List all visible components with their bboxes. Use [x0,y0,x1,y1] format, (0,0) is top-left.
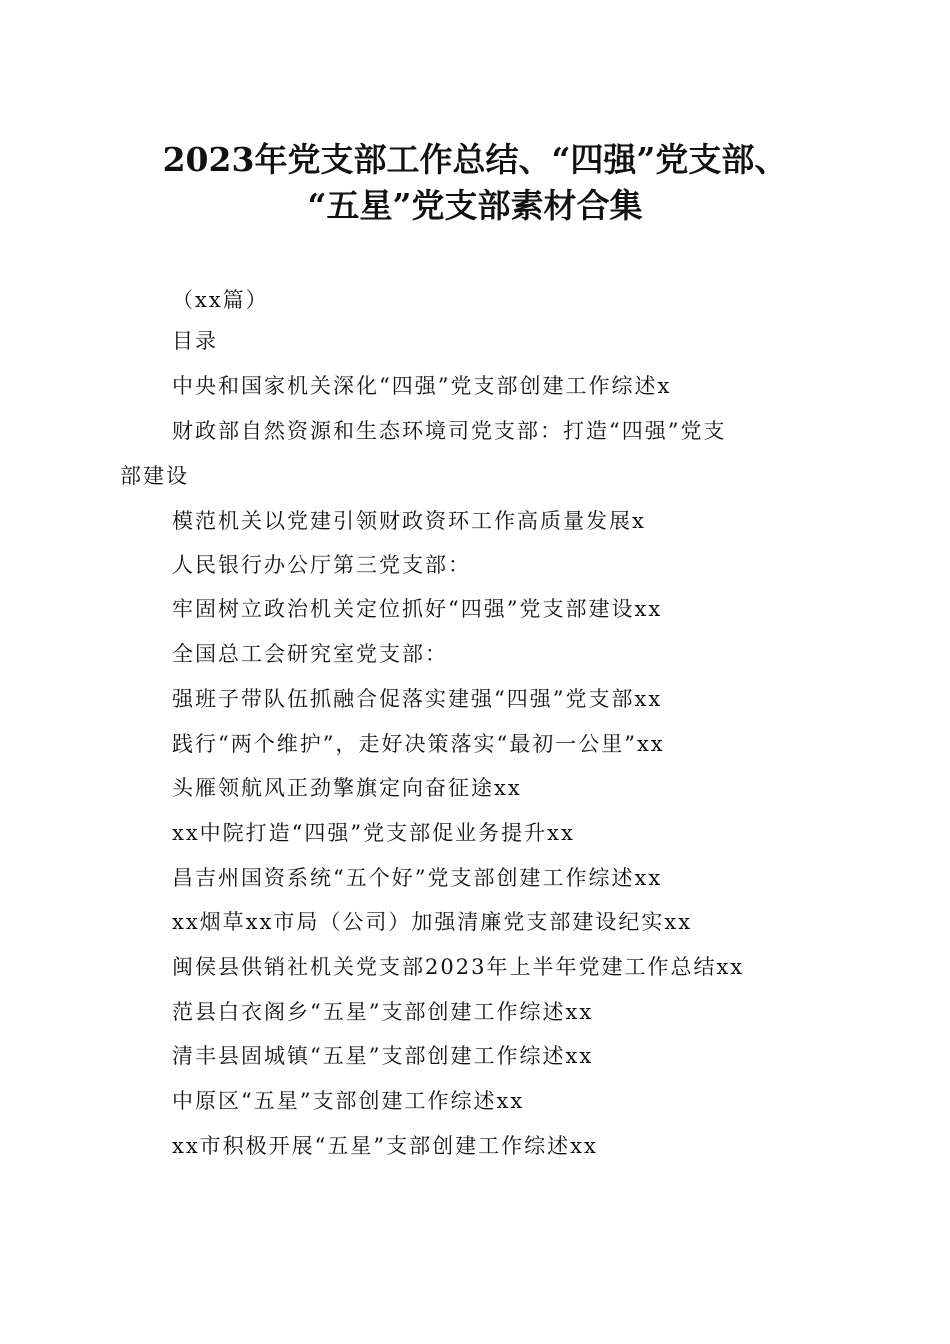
toc-item: 践行“两个维护”，走好决策落实“最初一公里”xx [172,732,665,756]
count-note: （xx篇） [172,288,269,312]
toc-item: 财政部自然资源和生态环境司党支部：打造“四强”党支 [172,419,727,443]
toc-item: 模范机关以党建引领财政资环工作高质量发展x [172,509,646,533]
toc-item: 范县白衣阁乡“五星”支部创建工作综述xx [172,1000,594,1024]
toc-item: xx中院打造“四强”党支部促业务提升xx [172,821,575,845]
toc-item: 中原区“五星”支部创建工作综述xx [172,1089,525,1113]
toc-heading: 目录 [172,329,218,353]
toc-item: 闽侯县供销社机关党支部2023年上半年党建工作总结xx [172,955,745,979]
toc-item: 头雁领航风正劲擎旗定向奋征途xx [172,776,522,800]
document-title-line-2: “五星”党支部素材合集 [307,186,643,225]
toc-item: xx烟草xx市局（公司）加强清廉党支部建设纪实xx [172,910,693,934]
toc-item: 牢固树立政治机关定位抓好“四强”党支部建设xx [172,597,663,621]
toc-item: 清丰县固城镇“五星”支部创建工作综述xx [172,1044,594,1068]
toc-item: 昌吉州国资系统“五个好”党支部创建工作综述xx [172,866,663,890]
toc-item: 全国总工会研究室党支部： [172,642,448,666]
toc-item: 中央和国家机关深化“四强”党支部创建工作综述x [172,374,672,398]
toc-item: 人民银行办公厅第三党支部： [172,553,471,577]
toc-item: xx市积极开展“五星”支部创建工作综述xx [172,1134,598,1158]
toc-item: 强班子带队伍抓融合促落实建强“四强”党支部xx [172,687,663,711]
document-title-line-1: 2023年党支部工作总结、“四强”党支部、 [162,140,788,179]
toc-item-continuation: 部建设 [120,464,189,488]
